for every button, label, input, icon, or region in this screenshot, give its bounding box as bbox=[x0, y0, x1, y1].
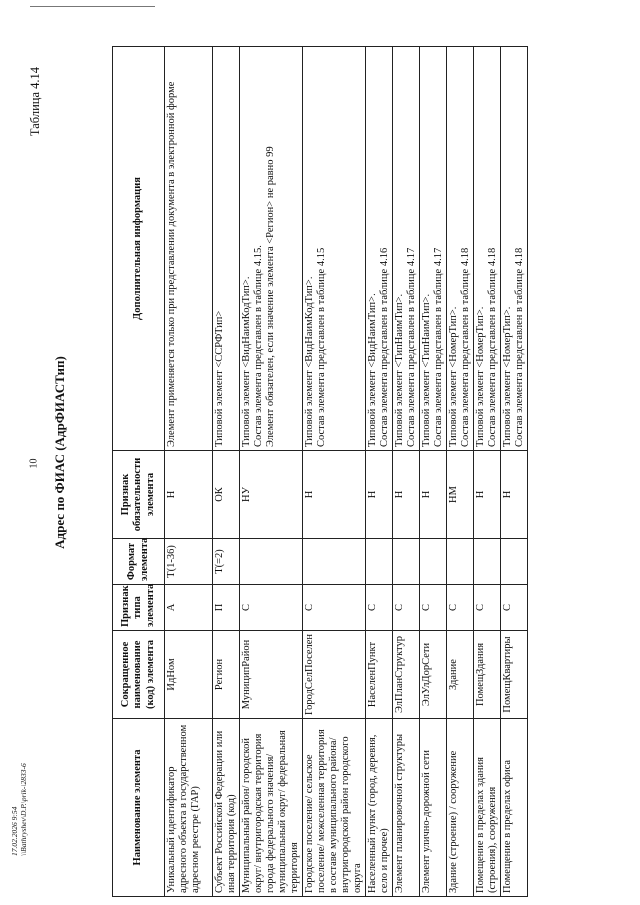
cell-name: Населенный пункт (город, деревня, село и прочее) bbox=[366, 719, 393, 897]
column-header-info: Дополнительная информация bbox=[113, 47, 165, 451]
cell-type: С bbox=[474, 585, 501, 631]
cell-format bbox=[366, 539, 393, 585]
cell-name: Муниципальный район/ городской округ/ внутригородская территория города федерального значения/ муниципальный округ/ федеральная территория bbox=[240, 719, 303, 897]
cell-format bbox=[474, 539, 501, 585]
table-row bbox=[474, 47, 501, 897]
cell-format bbox=[303, 539, 366, 585]
cell-type: А bbox=[165, 585, 213, 631]
cell-type: С bbox=[501, 585, 528, 631]
cell-name: Здание (строение) / сооружение bbox=[447, 719, 474, 897]
column-header-name: Наименование элемента bbox=[113, 719, 165, 897]
cell-name: Помещение в пределах здания (строения), сооружения bbox=[474, 719, 501, 897]
cell-required: Н bbox=[501, 451, 528, 539]
cell-format bbox=[393, 539, 420, 585]
table-row bbox=[393, 47, 420, 897]
cell-format bbox=[501, 539, 528, 585]
cell-info bbox=[393, 47, 420, 451]
cell-required: Н bbox=[474, 451, 501, 539]
cell-info bbox=[165, 47, 213, 451]
cell-info bbox=[501, 47, 528, 451]
cell-code: МуниципРайон bbox=[240, 631, 303, 719]
cell-required: Н bbox=[393, 451, 420, 539]
cell-code: НаселенПункт bbox=[366, 631, 393, 719]
info-line: Типовой элемент <ТипНаимТип>. bbox=[394, 293, 405, 447]
cell-info bbox=[474, 47, 501, 451]
page-number: 10 bbox=[28, 458, 40, 469]
cell-required: Н bbox=[303, 451, 366, 539]
cell-name: Элемент планировочной структуры bbox=[393, 719, 420, 897]
info-line: Элемент обязателен, если значение элемента <Регион> не равно 99 bbox=[265, 146, 276, 447]
info-line: Типовой элемент <НомерТип>. bbox=[475, 306, 486, 447]
cell-info bbox=[420, 47, 447, 451]
cell-type: С bbox=[420, 585, 447, 631]
info-line: Типовой элемент <ТипНаимТип>. bbox=[421, 293, 432, 447]
cell-format: Т(1-36) bbox=[165, 539, 213, 585]
cell-name: Элемент улично-дорожной сети bbox=[420, 719, 447, 897]
cell-info bbox=[213, 47, 240, 451]
cell-code: ЭлПланСтруктур bbox=[393, 631, 420, 719]
cell-required: НУ bbox=[240, 451, 303, 539]
cell-info bbox=[303, 47, 366, 451]
info-line: Состав элемента представлен в таблице 4.17 bbox=[433, 247, 444, 447]
column-header-required: Признак обязательности элемента bbox=[113, 451, 165, 539]
info-line: Типовой элемент <ВидНаимТип>. bbox=[367, 293, 378, 447]
cell-type: С bbox=[303, 585, 366, 631]
cell-code: Здание bbox=[447, 631, 474, 719]
cell-required: ОК bbox=[213, 451, 240, 539]
cell-type: С bbox=[393, 585, 420, 631]
cell-info bbox=[366, 47, 393, 451]
table-row bbox=[366, 47, 393, 897]
cell-code: ПомещЗдания bbox=[474, 631, 501, 719]
cell-required: Н bbox=[165, 451, 213, 539]
info-line: Состав элемента представлен в таблице 4.15. bbox=[253, 245, 264, 447]
table-row bbox=[501, 47, 528, 897]
cell-format bbox=[420, 539, 447, 585]
info-line: Типовой элемент <НомерТип>. bbox=[502, 306, 513, 447]
cell-format bbox=[240, 539, 303, 585]
cell-type: П bbox=[213, 585, 240, 631]
info-line: Состав элемента представлен в таблице 4.18 bbox=[514, 247, 525, 447]
cell-type: С bbox=[240, 585, 303, 631]
info-line: Типовой элемент <ВидНаимКодТип>. bbox=[241, 276, 252, 447]
table-row bbox=[303, 47, 366, 897]
cell-code: ИдНом bbox=[165, 631, 213, 719]
cell-code: ГородСелПоселен bbox=[303, 631, 366, 719]
info-line: Состав элемента представлен в таблице 4.18 bbox=[460, 247, 471, 447]
info-line: Типовой элемент <НомерТип>. bbox=[448, 306, 459, 447]
cell-name: Городское поселение/ сельское поселение/ межселенная территория в составе муниципального района/ внутригородской район городского округа bbox=[303, 719, 366, 897]
footer-path: \\Bathryshev\D.P.\prik-\2833-6 bbox=[19, 763, 28, 856]
column-header-type: Признак типа элемента bbox=[113, 585, 165, 631]
cell-info bbox=[447, 47, 474, 451]
table-row bbox=[240, 47, 303, 897]
cell-format: Т(=2) bbox=[213, 539, 240, 585]
cell-code: Регион bbox=[213, 631, 240, 719]
cell-required: НМ bbox=[447, 451, 474, 539]
table-row bbox=[165, 47, 213, 897]
table-body bbox=[165, 47, 528, 897]
cell-name: Субъект Российской Федерации или иная территория (код) bbox=[213, 719, 240, 897]
info-line: Типовой элемент <ВидНаимКодТип>. bbox=[304, 276, 315, 447]
info-line: Состав элемента представлен в таблице 4.15 bbox=[316, 247, 327, 447]
table-title: Адрес по ФИАС (АдрФИАСТип) bbox=[52, 356, 67, 549]
cell-required: Н bbox=[366, 451, 393, 539]
cell-format bbox=[447, 539, 474, 585]
table-row bbox=[447, 47, 474, 897]
info-line: Состав элемента представлен в таблице 4.16 bbox=[379, 247, 390, 447]
table-row bbox=[420, 47, 447, 897]
column-header-format: Формат элемента bbox=[113, 539, 165, 585]
cell-code: ЭлУлДорСети bbox=[420, 631, 447, 719]
cell-code: ПомещКвартиры bbox=[501, 631, 528, 719]
footer-timestamp: 17.02.2026 9:54 bbox=[10, 806, 19, 856]
cell-info bbox=[240, 47, 303, 451]
column-header-code: Сокращенное наименование (код) элемента bbox=[113, 631, 165, 719]
cell-name: Уникальный идентификатор адресного объекта в государственном адресном реестре (ГАР) bbox=[165, 719, 213, 897]
cell-name: Помещение в пределах офиса bbox=[501, 719, 528, 897]
info-line: Состав элемента представлен в таблице 4.18 bbox=[487, 247, 498, 447]
info-line: Типовой элемент <ССРФТип> bbox=[214, 310, 225, 447]
table-row bbox=[213, 47, 240, 897]
info-line: Состав элемента представлен в таблице 4.17 bbox=[406, 247, 417, 447]
cell-required: Н bbox=[420, 451, 447, 539]
cell-type: С bbox=[447, 585, 474, 631]
fias-address-table bbox=[112, 46, 528, 897]
info-line: Элемент применяется только при представлении документа в электронной форме bbox=[166, 81, 177, 447]
cell-type: С bbox=[366, 585, 393, 631]
table-number: Таблица 4.14 bbox=[28, 67, 42, 137]
